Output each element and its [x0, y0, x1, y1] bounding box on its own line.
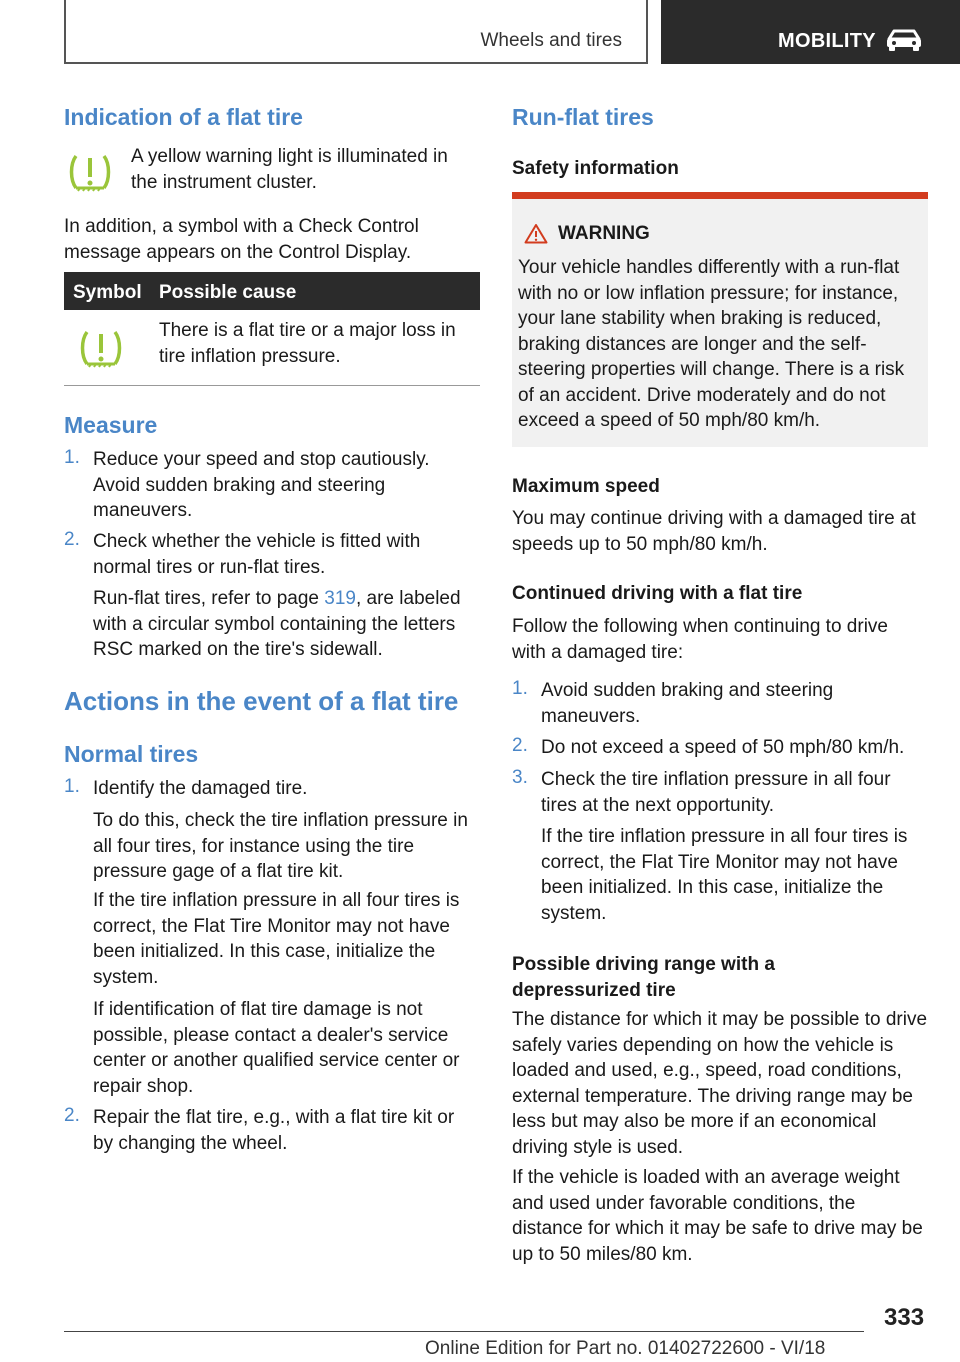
actions-item-1-detail-3: If identification of flat tire damage is not possible, please contact a dealer's service center or another qualified service center or repair shop. — [93, 999, 460, 1097]
table-col-cause: Possible cause — [159, 282, 297, 303]
warning-label: WARNING — [558, 223, 650, 244]
actions-heading: Actions in the event of a flat tire — [64, 686, 459, 716]
list-number: 1. — [64, 447, 80, 468]
max-speed-heading: Maximum speed — [512, 476, 660, 497]
list-number: 1. — [512, 678, 528, 699]
continued-item-2: Do not exceed a speed of 50 mph/80 km/h. — [541, 737, 905, 758]
header-chapter-box — [661, 0, 960, 64]
cause-table-header — [64, 272, 480, 310]
page-number: 333 — [884, 1304, 925, 1331]
range-heading: Possible driving range with a depressurized tire — [512, 954, 775, 1001]
actions-item-2: Repair the flat tire, e.g., with a flat tire kit or by changing the wheel. — [93, 1107, 455, 1154]
normal-tires-heading: Normal tires — [64, 741, 199, 767]
list-number: 2. — [64, 529, 80, 550]
continued-item-1: Avoid sudden braking and steering maneuvers. — [541, 680, 834, 727]
header-section-title: Wheels and tires — [480, 30, 622, 51]
continued-intro: Follow the following when continuing to drive with a damaged tire: — [512, 616, 888, 663]
measure-item-1: Reduce your speed and stop cautiously. Avoid sudden braking and steering maneuvers. — [93, 449, 430, 521]
max-speed-text: You may continue driving with a damaged tire at speeds up to 50 mph/80 km/h. — [512, 508, 916, 555]
flat-tire-intro: A yellow warning light is illuminated in the instrument cluster. — [131, 146, 448, 193]
tire-pressure-symbol-icon — [78, 326, 124, 370]
list-number: 3. — [512, 767, 528, 788]
measure-item-2: Check whether the vehicle is fitted with normal tires or run-flat tires. — [93, 531, 421, 578]
safety-heading: Safety information — [512, 158, 679, 179]
runflat-heading: Run-flat tires — [512, 104, 654, 130]
flat-tire-addition: In addition, a symbol with a Check Control message appears on the Control Display. — [64, 216, 419, 263]
actions-item-1-detail-1: To do this, check the tire inflation pressure in all four tires, for instance using the tire pressure gage of a flat tire kit. — [93, 810, 468, 882]
list-number: 2. — [512, 735, 528, 756]
continued-heading: Continued driving with a flat tire — [512, 583, 803, 604]
continued-item-3: Check the tire inflation pressure in all four tires at the next opportunity. — [541, 769, 891, 816]
table-col-symbol: Symbol — [73, 282, 142, 303]
footer-divider — [64, 1331, 864, 1332]
tire-pressure-warning-icon — [68, 150, 112, 194]
range-text-2: If the vehicle is loaded with an average weight and used under favorable conditions, the distance for which it may be safe to drive may be up to 50 miles/80 km. — [512, 1167, 923, 1265]
actions-item-1: Identify the damaged tire. — [93, 778, 308, 799]
actions-item-1-detail-2: If the tire inflation pressure in all four tires is correct, the Flat Tire Monitor may not have been initialized. In this case, initialize the system. — [93, 890, 460, 988]
continued-item-3-detail: If the tire inflation pressure in all four tires is correct, the Flat Tire Monitor may not have been initialized. In this case, initialize the system. — [541, 826, 908, 924]
header-chapter-title: MOBILITY — [778, 30, 876, 52]
warning-triangle-icon — [524, 223, 548, 244]
runflat-note: Run-flat tires, refer to page 319, are labeled with a circular symbol containing the letters RSC marked on the tire's sidewall. — [93, 588, 461, 660]
range-text-1: The distance for which it may be possible to drive safely varies depending on how the vehicle is loaded and used, e.g., speed, road conditions, external temperature. The driving range may be less but may also be more if an economical driving style is used. — [512, 1009, 928, 1158]
table-divider — [64, 385, 480, 386]
car-icon — [885, 28, 923, 52]
header-section-box — [64, 0, 648, 64]
flat-tire-heading: Indication of a flat tire — [64, 104, 303, 130]
list-number: 2. — [64, 1105, 80, 1126]
warning-box — [512, 192, 928, 447]
page-link[interactable]: 319 — [324, 588, 356, 609]
list-number: 1. — [64, 776, 80, 797]
warning-text: Your vehicle handles differently with a run-flat with no or low inflation pressure; for instance, your lane stability when braking is reduced, braking distances are longer and the self-steering properties will change. There is a risk of an accident. Drive moderately and do not exceed a speed of 50 mph/80 km/h. — [518, 257, 905, 431]
measure-heading: Measure — [64, 412, 158, 438]
table-row-cause: There is a flat tire or a major loss in tire inflation pressure. — [159, 320, 456, 367]
footer-edition: Online Edition for Part no. 01402722600 - VI/18 — [425, 1338, 826, 1359]
